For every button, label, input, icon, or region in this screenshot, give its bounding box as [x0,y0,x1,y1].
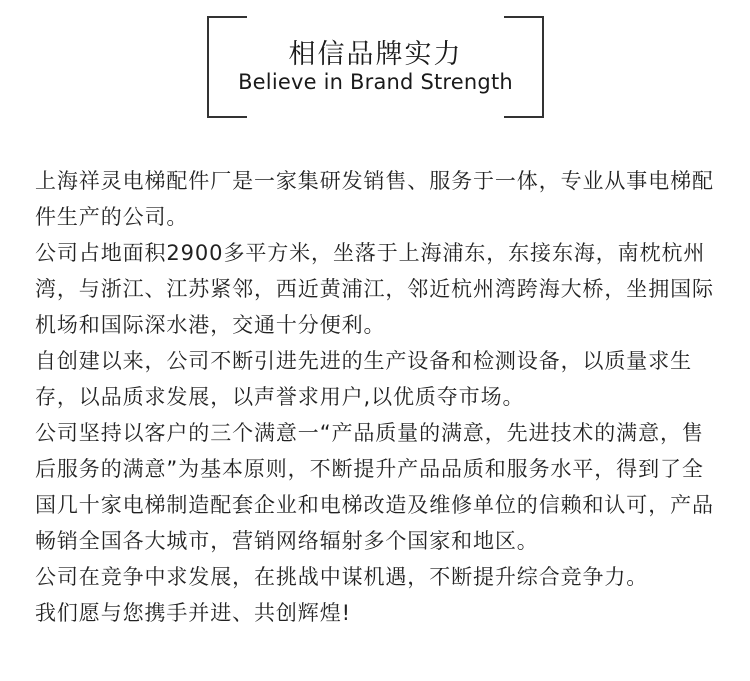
intro-paragraph-2: 公司占地面积2900多平方米，坐落于上海浦东，东接东海，南枕杭州湾，与浙江、江苏紧邻，西近黄浦江，邻近杭州湾跨海大桥，坐拥国际机场和国际深水港，交通十分便利。 [35,241,714,337]
intro-paragraph-3: 自创建以来，公司不断引进先进的生产设备和检测设备，以质量求生存，以品质求发展，以声誉求用户,以优质夺市场。 [35,349,692,409]
company-intro [35,163,720,631]
intro-paragraph-4: 公司坚持以客户的三个满意一“产品质量的满意，先进技术的满意，售后服务的满意”为基本原则，不断提升产品品质和服务水平，得到了全国几十家电梯制造配套企业和电梯改造及维修单位的信赖和认可，产品畅销全国各大城市，营销网络辐射多个国家和地区。 [35,421,714,553]
page-title-chinese: 相信品牌实力 [288,39,463,70]
intro-paragraph-5: 公司在竞争中求发展，在挑战中谋机遇，不断提升综合竞争力。 [35,565,649,589]
intro-paragraph-1: 上海祥灵电梯配件厂是一家集研发销售、服务于一体，专业从事电梯配件生产的公司。 [35,169,714,229]
intro-paragraph-6: 我们愿与您携手并进、共创辉煌! [35,601,351,625]
title-frame [207,16,544,118]
page-title-english: Believe in Brand Strength [238,70,513,94]
